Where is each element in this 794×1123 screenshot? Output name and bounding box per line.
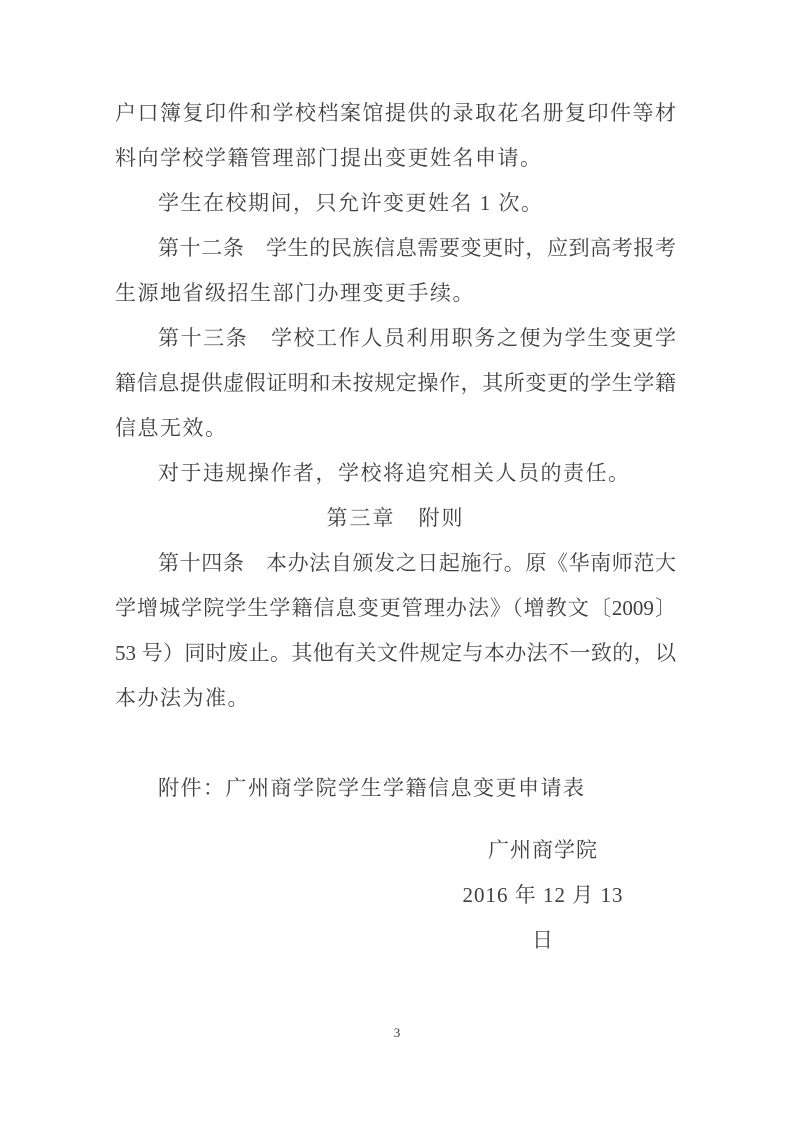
page-number: 3 bbox=[393, 1025, 401, 1040]
body-line: 53 号）同时废止。其他有关文件规定与本办法不一致的，以 bbox=[115, 641, 676, 665]
body-line: 对于违规操作者，学校将追究相关人员的责任。 bbox=[158, 461, 631, 485]
body-line: 本办法为准。 bbox=[115, 686, 250, 710]
body-line: 籍信息提供虚假证明和未按规定操作，其所变更的学生学籍 bbox=[115, 371, 676, 395]
body-line-article-14: 第十四条 本办法自颁发之日起施行。原《华南师范大 bbox=[158, 551, 676, 575]
spacer-line bbox=[115, 721, 676, 766]
document-body bbox=[115, 91, 676, 811]
attachment-line: 附件：广州商学院学生学籍信息变更申请表 bbox=[158, 776, 586, 800]
signature-organization: 广州商学院 bbox=[488, 838, 598, 862]
signature-date: 2016 年 12 月 13 日 bbox=[462, 883, 624, 952]
chapter-heading: 第三章 附则 bbox=[326, 506, 465, 530]
page-footer bbox=[0, 1024, 794, 1042]
body-line: 学生在校期间，只允许变更姓名 1 次。 bbox=[158, 191, 544, 215]
signature-block bbox=[453, 828, 633, 952]
body-line: 生源地省级招生部门办理变更手续。 bbox=[115, 281, 475, 305]
body-line: 信息无效。 bbox=[115, 416, 228, 440]
body-line: 户口簿复印件和学校档案馆提供的录取花名册复印件等材 bbox=[115, 101, 676, 125]
body-line-article-12: 第十二条 学生的民族信息需要变更时，应到高考报考 bbox=[158, 236, 676, 260]
body-line: 学增城学院学生学籍信息变更管理办法》（增教文〔2009〕 bbox=[115, 596, 676, 620]
body-line-article-13: 第十三条 学校工作人员利用职务之便为学生变更学 bbox=[158, 326, 676, 350]
body-line: 料向学校学籍管理部门提出变更姓名申请。 bbox=[115, 146, 543, 170]
